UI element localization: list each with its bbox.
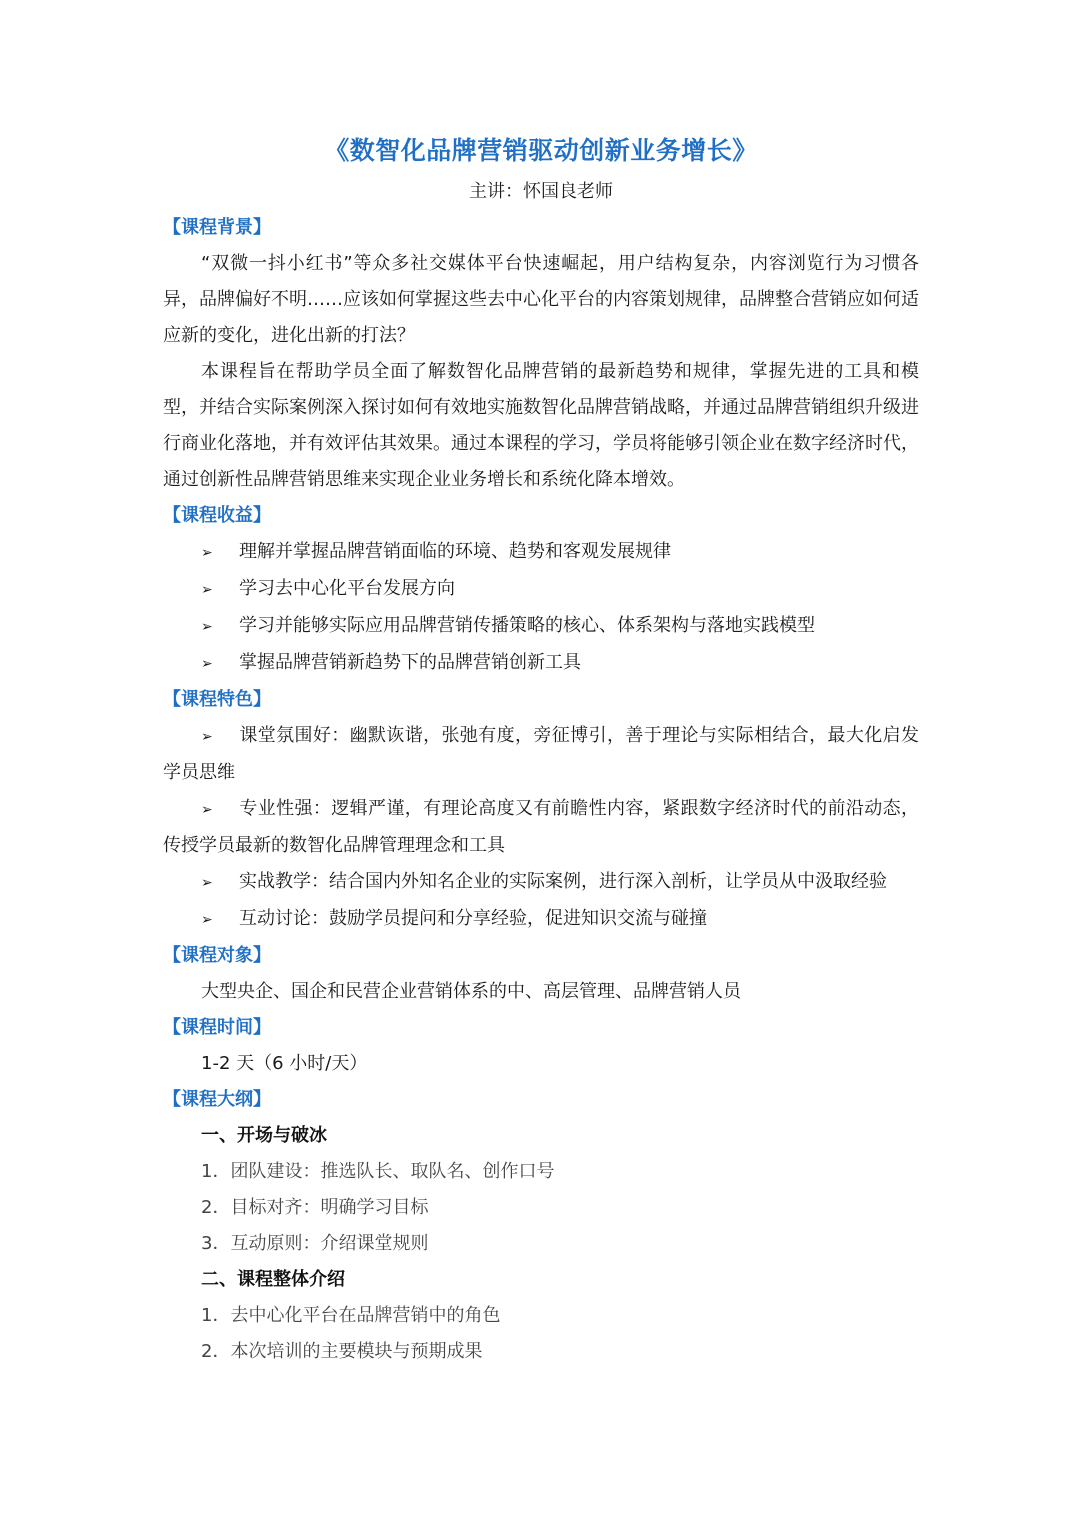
feature-text: 课堂氛围好：幽默诙谐，张弛有度，旁征博引，善于理论与实际相结合，最大化启发学员思维	[163, 725, 919, 783]
arrow-bullet-icon: ➢	[201, 582, 213, 598]
feature-item	[163, 864, 919, 901]
outline-item: 1．去中心化平台在品牌营销中的角色	[201, 1305, 501, 1326]
arrow-bullet-icon: ➢	[201, 729, 213, 745]
duration-text: 1-2 天（6 小时/天）	[201, 1053, 368, 1074]
benefit-text: 学习去中心化平台发展方向	[239, 578, 455, 599]
section-heading-background: 【课程背景】	[163, 217, 271, 238]
feature-item	[163, 718, 919, 791]
outline-item: 3．互动原则：介绍课堂规则	[201, 1233, 429, 1254]
arrow-bullet-icon: ➢	[201, 912, 213, 928]
arrow-bullet-icon: ➢	[201, 656, 213, 672]
outline-item: 2．本次培训的主要模块与预期成果	[201, 1341, 483, 1362]
feature-item	[163, 901, 919, 938]
section-heading-outline: 【课程大纲】	[163, 1089, 271, 1110]
document-page	[163, 128, 919, 1370]
feature-item	[163, 791, 919, 864]
benefit-text: 理解并掌握品牌营销面临的环境、趋势和客观发展规律	[239, 541, 671, 562]
section-heading-audience: 【课程对象】	[163, 945, 271, 966]
arrow-bullet-icon: ➢	[201, 619, 213, 635]
outline-item: 1．团队建设：推选队长、取队名、创作口号	[201, 1161, 555, 1182]
outline-section-title: 一、开场与破冰	[201, 1125, 327, 1146]
outline-item: 2．目标对齐：明确学习目标	[201, 1197, 429, 1218]
arrow-bullet-icon: ➢	[201, 802, 213, 818]
background-paragraph: 本课程旨在帮助学员全面了解数智化品牌营销的最新趋势和规律，掌握先进的工具和模型，并结合实际案例深入探讨如何有效地实施数智化品牌营销战略，并通过品牌营销组织升级进行商业化落地，并有效评估其效果。通过本课程的学习，学员将能够引领企业在数字经济时代，通过创新性品牌营销思维来实现企业业务增长和系统化降本增效。	[163, 361, 919, 490]
audience-text: 大型央企、国企和民营企业营销体系的中、高层管理、品牌营销人员	[201, 981, 741, 1002]
lecturer-line: 主讲：怀国良老师	[469, 181, 613, 202]
document-title: 《数智化品牌营销驱动创新业务增长》	[324, 136, 758, 165]
benefit-text: 学习并能够实际应用品牌营销传播策略的核心、体系架构与落地实践模型	[239, 615, 815, 636]
feature-text: 实战教学：结合国内外知名企业的实际案例，进行深入剖析，让学员从中汲取经验	[239, 871, 887, 892]
benefit-item	[163, 571, 919, 608]
section-heading-duration: 【课程时间】	[163, 1017, 271, 1038]
arrow-bullet-icon: ➢	[201, 875, 213, 891]
section-heading-features: 【课程特色】	[163, 689, 271, 710]
arrow-bullet-icon: ➢	[201, 545, 213, 561]
benefit-item	[163, 645, 919, 682]
outline-section-title: 二、课程整体介绍	[201, 1269, 345, 1290]
feature-text: 专业性强：逻辑严谨，有理论高度又有前瞻性内容，紧跟数字经济时代的前沿动态，传授学员最新的数智化品牌管理理念和工具	[163, 798, 919, 856]
benefit-item	[163, 534, 919, 571]
benefit-item	[163, 608, 919, 645]
section-heading-benefits: 【课程收益】	[163, 505, 271, 526]
background-paragraph: “双微一抖小红书”等众多社交媒体平台快速崛起，用户结构复杂，内容浏览行为习惯各异，品牌偏好不明……应该如何掌握这些去中心化平台的内容策划规律，品牌整合营销应如何适应新的变化，进化出新的打法？	[163, 253, 919, 346]
benefit-text: 掌握品牌营销新趋势下的品牌营销创新工具	[239, 652, 581, 673]
feature-text: 互动讨论：鼓励学员提问和分享经验，促进知识交流与碰撞	[239, 908, 707, 929]
